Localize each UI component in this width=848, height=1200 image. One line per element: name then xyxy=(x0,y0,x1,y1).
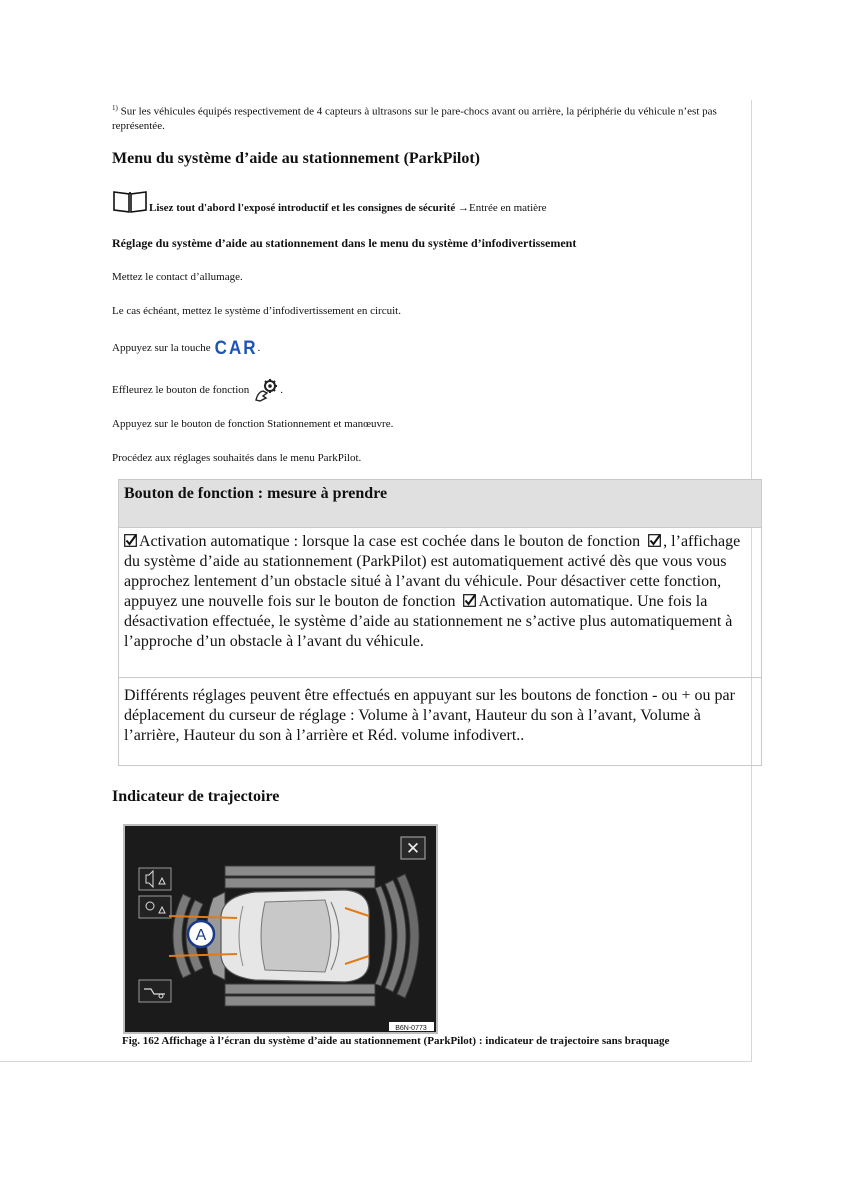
section-title-parkpilot-menu: Menu du système d’aide au stationnement (ParkPilot) xyxy=(112,150,480,167)
parkpilot-screen-figure xyxy=(123,824,438,1034)
front-sound-button[interactable] xyxy=(139,868,171,890)
close-icon: ✕ xyxy=(405,839,421,859)
notice-bold-text: Lisez tout d'abord l'exposé introductif et les consignes de sécurité xyxy=(149,202,456,214)
step-6: Procédez aux réglages souhaités dans le menu ParkPilot. xyxy=(112,452,362,464)
table-row-sound-settings: Différents réglages peuvent être effectués en appuyant sur les boutons de fonction - ou + ou par déplacement du curseur de réglage : Volume à l’avant, Hauteur du son à l’avant, Volume à l’arrière, Hauteur du son à l’arrière et Réd. volume infodivert.. xyxy=(124,687,735,744)
close-button[interactable] xyxy=(401,837,425,859)
step-4-text: Effleurez le bouton de fonction xyxy=(112,384,250,396)
safety-notice xyxy=(112,188,547,214)
figure-code: B6N-0773 xyxy=(395,1025,427,1032)
step-2: Le cas échéant, mettez le système d’infodivertissement en circuit. xyxy=(112,305,401,317)
step-4-period: . xyxy=(280,384,283,396)
settings-gear-hand-icon xyxy=(254,378,280,402)
marker-a xyxy=(188,921,214,947)
section-title-trajectory: Indicateur de trajectoire xyxy=(112,788,280,805)
car-top-view xyxy=(221,890,369,982)
function-button-table xyxy=(118,479,762,766)
step-4 xyxy=(112,378,283,402)
row1-part1: Activation automatique : lorsque la case est cochée dans le bouton de fonction xyxy=(139,533,641,550)
checkbox-checked-icon xyxy=(463,594,476,607)
footnote-text: Sur les véhicules équipés respectivement de 4 capteurs à ultrasons sur le pare-chocs avant ou arrière, la périphérie du véhicule n’est pas représentée. xyxy=(112,105,717,132)
book-icon xyxy=(112,188,148,214)
footnote-mark: 1) xyxy=(112,104,118,112)
step-5: Appuyez sur le bouton de fonction Stationnement et manœuvre. xyxy=(112,418,394,430)
rear-sound-button[interactable] xyxy=(139,896,171,918)
marker-a-label: A xyxy=(195,927,207,944)
trailer-button[interactable] xyxy=(139,980,171,1002)
footnote xyxy=(112,101,742,133)
subheading-infotainment: Réglage du système d’aide au stationnement dans le menu du système d’infodivertissement xyxy=(112,236,577,250)
step-3-period: . xyxy=(257,342,261,354)
step-1: Mettez le contact d’allumage. xyxy=(112,271,243,283)
notice-link[interactable]: →Entrée en matière xyxy=(458,202,547,214)
car-key-icon: CAR xyxy=(214,336,258,359)
step-3-text: Appuyez sur la touche xyxy=(112,342,211,354)
table-row-auto-activation xyxy=(119,528,761,678)
row1-part3: Activation automatique. Une fois la désactivation effectuée, le système d’aide au stationnement ne s’active plus automatiquement à l’approche d’un obstacle à l’avant du véhicule. xyxy=(124,593,733,650)
row1-part2: , l’affichage du système d’aide au stationnement (ParkPilot) est automatiquement activé dès que vous vous approchez lentement d’un obstacle situé à l’avant du véhicule. Pour désactiver cette fonction, appuyez une nouvelle fois sur le bouton de fonction xyxy=(124,533,741,610)
step-3 xyxy=(112,338,260,358)
parkpilot-display xyxy=(125,826,436,1032)
figure-caption: Fig. 162 Affichage à l’écran du système d’aide au stationnement (ParkPilot) : indicateur de trajectoire sans braquage xyxy=(122,1035,670,1047)
checkbox-checked-icon xyxy=(124,534,137,547)
checkbox-checked-icon xyxy=(648,534,661,547)
table-header: Bouton de fonction : mesure à prendre xyxy=(119,480,761,528)
